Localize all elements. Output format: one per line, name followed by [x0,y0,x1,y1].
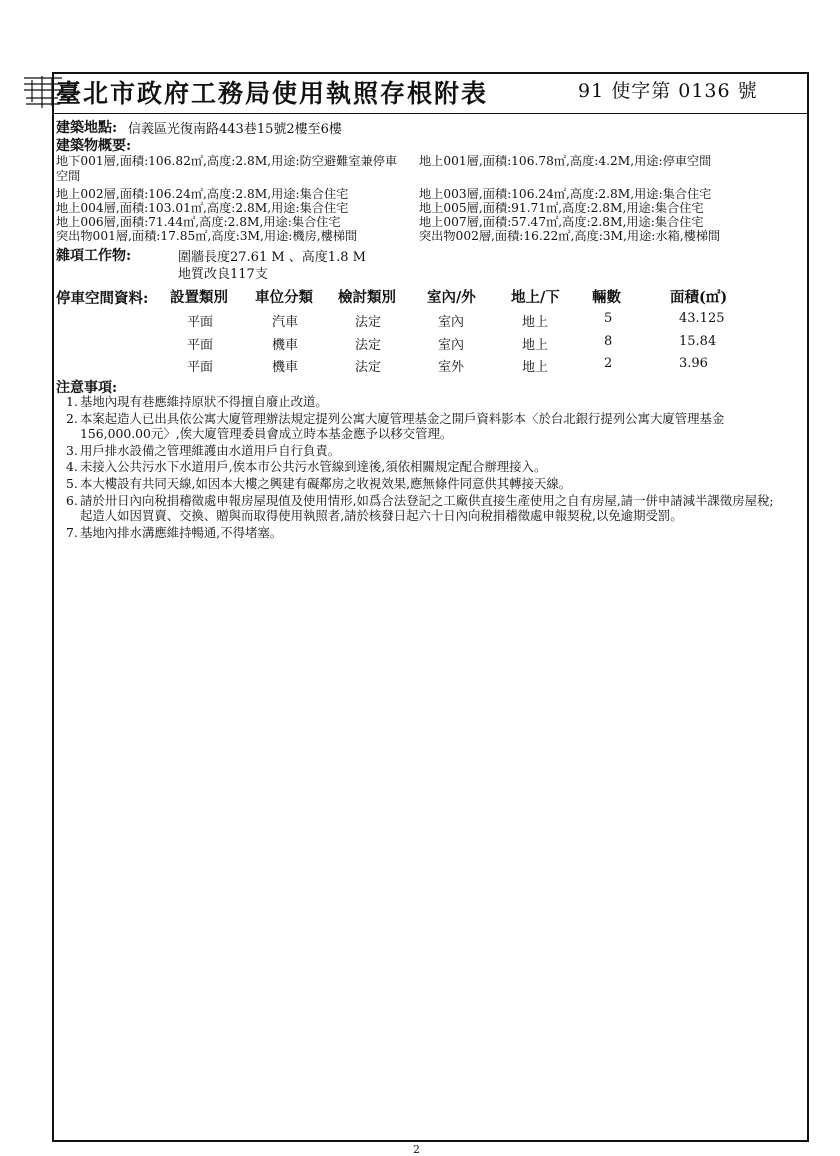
permit-number: 91 使字第 0136 號 [578,80,758,102]
parking-cell: 汽車 [272,315,299,330]
note-number: 2. [66,410,78,426]
note-text: 基地內現有巷應維持原狀不得擅自廢止改道。 [80,394,328,409]
floor-row-right: 地上007層,面積:57.47㎡,高度:2.8M,用途:集合住宅 [419,215,704,229]
note-number: 1. [66,394,78,409]
note-item [66,443,780,459]
parking-cell: 室內 [438,338,465,353]
floor-row-right: 地上001層,面積:106.78㎡,高度:4.2M,用途:停車空間 [419,154,712,168]
parking-cell: 機車 [272,360,299,375]
parking-cell: 平面 [187,360,214,375]
parking-cell: 法定 [355,338,382,353]
parking-cell: 地上 [522,315,549,330]
location-label: 建築地點: [56,120,118,136]
parking-cell: 3.96 [679,356,708,371]
note-item [66,493,780,524]
note-number: 4. [66,459,78,475]
parking-cell: 5 [604,311,613,326]
floor-row-right: 地上005層,面積:91.71㎡,高度:2.8M,用途:集合住宅 [419,201,704,215]
parking-header: 車位分類 [255,289,313,306]
location-value: 信義區光復南路443巷15號2樓至6樓 [128,122,342,137]
page-title: 臺北市政府工務局使用執照存根附表 [56,79,489,108]
floor-row-left: 地下001層,面積:106.82㎡,高度:2.8M,用途:防空避難室兼停車 [56,154,398,168]
parking-header: 設置類別 [170,289,228,306]
note-item [66,459,780,475]
misc-works-label: 雜項工作物: [56,248,132,264]
parking-cell: 8 [604,334,613,349]
note-item [66,525,780,541]
note-text: 本大樓設有共同天線,如因本大樓之興建有礙鄰房之收視效果,應無條件同意供其轉接天線。 [80,475,572,491]
title-divider [52,113,809,114]
misc-works-line: 圍牆長度27.61 M 、高度1.8 M [178,250,366,265]
parking-cell: 地上 [522,360,549,375]
misc-works-line: 地質改良117支 [178,267,268,282]
note-text: 請於卅日內向稅捐稽徵處申報房屋現值及使用情形,如爲合法登記之工廠供直接生產使用之自有房屋,請一併申請減半課徵房屋稅;起造人如因買賣、交換、贈與而取得使用執照者,請於核發日起六十日內向稅捐稽徵處申報契稅,以免逾期受罰。 [80,492,774,524]
parking-header: 室內/外 [427,289,476,306]
note-number: 7. [66,524,78,540]
parking-cell: 平面 [187,315,214,330]
overview-label: 建築物概要: [56,138,132,154]
parking-cell: 地上 [522,338,549,353]
parking-header: 輛數 [592,289,621,306]
parking-cell: 機車 [272,338,299,353]
note-number: 3. [66,442,78,458]
note-text: 本案起造人已出具依公寓大廈管理辦法規定提列公寓大廈管理基金之開戶資料影本〈於台北銀行提列公寓大廈管理基金156,000.00元〉,俟大廈管理委員會成立時本基金應予以移交管理。 [80,410,725,442]
parking-cell: 平面 [187,338,214,353]
parking-cell: 法定 [355,360,382,375]
floor-row-right: 突出物002層,面積:16.22㎡,高度:3M,用途:水箱,樓梯間 [419,229,721,243]
floor-row-left: 突出物001層,面積:17.85㎡,高度:3M,用途:機房,樓梯間 [56,229,358,243]
floor-row-left: 地上006層,面積:71.44㎡,高度:2.8M,用途:集合住宅 [56,215,341,229]
parking-cell: 15.84 [679,334,717,349]
notes-list [66,394,780,541]
page-number: 2 [413,1143,420,1156]
parking-header: 地上/下 [511,289,560,306]
parking-header: 檢討類別 [338,289,396,306]
floor-row-right: 地上003層,面積:106.24㎡,高度:2.8M,用途:集合住宅 [419,187,712,201]
note-item [66,476,780,492]
floor-row-left: 空間 [56,169,81,183]
parking-label: 停車空間資料: [56,290,149,307]
parking-cell: 室外 [438,360,465,375]
floor-row-left: 地上002層,面積:106.24㎡,高度:2.8M,用途:集合住宅 [56,187,349,201]
parking-header: 面積(㎡) [670,289,728,306]
note-text: 基地內排水溝應維持暢通,不得堵塞。 [80,524,283,540]
note-text: 用戶排水設備之管理維護由水道用戶自行負責。 [80,442,341,458]
note-item [66,411,780,442]
note-number: 5. [66,475,78,491]
parking-cell: 法定 [355,315,382,330]
floor-row-left: 地上004層,面積:103.01㎡,高度:2.8M,用途:集合住宅 [56,201,349,215]
note-text: 未接入公共污水下水道用戶,俟本市公共污水管線到達後,須依相關規定配合辦理接入。 [80,459,547,475]
notes-title: 注意事項: [56,380,118,396]
parking-cell: 2 [604,356,613,371]
note-number: 6. [66,492,78,508]
note-item [66,394,780,410]
parking-cell: 室內 [438,315,465,330]
parking-cell: 43.125 [679,311,725,326]
